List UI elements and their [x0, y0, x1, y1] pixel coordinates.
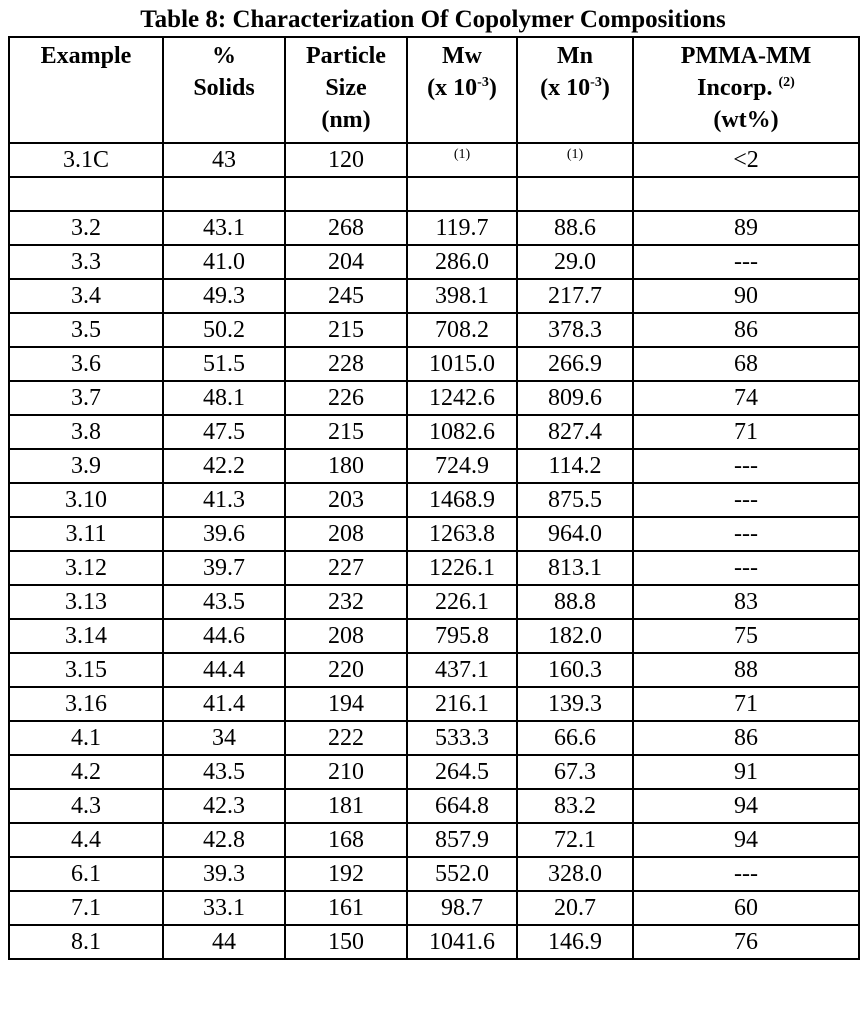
cell-example: 3.11 [9, 517, 163, 551]
table-row [9, 143, 859, 177]
cell-mn: 875.5 [517, 483, 633, 517]
table-row [9, 313, 859, 347]
cell-pmma-mm-incorp: 76 [633, 925, 859, 959]
cell-mn: 88.8 [517, 585, 633, 619]
cell-mw: 286.0 [407, 245, 517, 279]
cell-example: 3.7 [9, 381, 163, 415]
cell-mw: 1015.0 [407, 347, 517, 381]
cell-example: 3.5 [9, 313, 163, 347]
cell-pmma-mm-incorp [633, 177, 859, 211]
cell-particle-size: 210 [285, 755, 407, 789]
cell-particle-size: 215 [285, 313, 407, 347]
cell-example: 3.9 [9, 449, 163, 483]
cell-mn: 67.3 [517, 755, 633, 789]
table-row [9, 211, 859, 245]
cell-solids: 41.0 [163, 245, 285, 279]
cell-mn: 83.2 [517, 789, 633, 823]
table-row [9, 585, 859, 619]
table-row [9, 857, 859, 891]
cell-mw: 1226.1 [407, 551, 517, 585]
footnote-marker: (1) [566, 147, 584, 162]
cell-solids: 41.3 [163, 483, 285, 517]
cell-particle-size: 208 [285, 517, 407, 551]
cell-mw: 857.9 [407, 823, 517, 857]
cell-solids: 33.1 [163, 891, 285, 925]
cell-example: 3.13 [9, 585, 163, 619]
cell-pmma-mm-incorp: 83 [633, 585, 859, 619]
cell-particle-size: 232 [285, 585, 407, 619]
cell-pmma-mm-incorp: --- [633, 517, 859, 551]
table-row [9, 755, 859, 789]
cell-mn: 88.6 [517, 211, 633, 245]
cell-mw: 264.5 [407, 755, 517, 789]
cell-example: 4.4 [9, 823, 163, 857]
cell-pmma-mm-incorp: 74 [633, 381, 859, 415]
cell-solids: 50.2 [163, 313, 285, 347]
cell-example [9, 177, 163, 211]
cell-mn: 378.3 [517, 313, 633, 347]
copolymer-table [8, 36, 860, 960]
cell-mw [407, 177, 517, 211]
cell-pmma-mm-incorp: 86 [633, 721, 859, 755]
cell-particle-size: 168 [285, 823, 407, 857]
cell-mw: 398.1 [407, 279, 517, 313]
cell-mn: 217.7 [517, 279, 633, 313]
cell-mn: 266.9 [517, 347, 633, 381]
cell-pmma-mm-incorp: 60 [633, 891, 859, 925]
cell-solids: 42.3 [163, 789, 285, 823]
cell-mw: 98.7 [407, 891, 517, 925]
table-row [9, 789, 859, 823]
table-row [9, 687, 859, 721]
table-row [9, 245, 859, 279]
cell-particle-size: 245 [285, 279, 407, 313]
cell-solids: 47.5 [163, 415, 285, 449]
cell-particle-size: 208 [285, 619, 407, 653]
cell-mn: 72.1 [517, 823, 633, 857]
table-row [9, 177, 859, 211]
header-mw: Mw (x $10^{-3}$) [407, 37, 517, 143]
table-row [9, 279, 859, 313]
header-solids: % Solids [163, 37, 285, 143]
cell-example: 4.3 [9, 789, 163, 823]
cell-pmma-mm-incorp: --- [633, 551, 859, 585]
cell-mw: 664.8 [407, 789, 517, 823]
cell-mw: 1082.6 [407, 415, 517, 449]
cell-mw: 216.1 [407, 687, 517, 721]
cell-example: 8.1 [9, 925, 163, 959]
cell-particle-size: 227 [285, 551, 407, 585]
header-pmma-mm-incorp: PMMA-MM Incorp. $^{(2)}$ (wt%) [633, 37, 859, 143]
table-row [9, 891, 859, 925]
cell-solids: 39.6 [163, 517, 285, 551]
cell-mn: 20.7 [517, 891, 633, 925]
cell-mw: 1242.6 [407, 381, 517, 415]
cell-solids: 48.1 [163, 381, 285, 415]
cell-solids: 39.7 [163, 551, 285, 585]
cell-mn: 139.3 [517, 687, 633, 721]
header-example: Example [9, 37, 163, 143]
table-body [9, 143, 859, 959]
cell-mw: 1263.8 [407, 517, 517, 551]
cell-solids: 34 [163, 721, 285, 755]
cell-particle-size: 120 [285, 143, 407, 177]
cell-mw: 552.0 [407, 857, 517, 891]
cell-pmma-mm-incorp: 94 [633, 789, 859, 823]
cell-example: 3.12 [9, 551, 163, 585]
cell-solids: 44.6 [163, 619, 285, 653]
cell-pmma-mm-incorp: 71 [633, 687, 859, 721]
table-row [9, 653, 859, 687]
table-row [9, 823, 859, 857]
cell-solids: 43.5 [163, 585, 285, 619]
table-row [9, 449, 859, 483]
cell-pmma-mm-incorp: --- [633, 483, 859, 517]
cell-pmma-mm-incorp: --- [633, 857, 859, 891]
cell-mn: 813.1 [517, 551, 633, 585]
cell-solids: 43.1 [163, 211, 285, 245]
cell-mw: 708.2 [407, 313, 517, 347]
cell-pmma-mm-incorp: 91 [633, 755, 859, 789]
cell-mw: 795.8 [407, 619, 517, 653]
cell-mw: 1041.6 [407, 925, 517, 959]
cell-example: 3.14 [9, 619, 163, 653]
table-header [9, 37, 859, 143]
cell-mn: 964.0 [517, 517, 633, 551]
cell-pmma-mm-incorp: 94 [633, 823, 859, 857]
table-row [9, 551, 859, 585]
cell-solids: 44.4 [163, 653, 285, 687]
cell-mw [407, 143, 517, 177]
cell-pmma-mm-incorp: <2 [633, 143, 859, 177]
cell-solids: 39.3 [163, 857, 285, 891]
cell-mn: 328.0 [517, 857, 633, 891]
cell-pmma-mm-incorp: 88 [633, 653, 859, 687]
cell-solids: 42.2 [163, 449, 285, 483]
cell-particle-size: 226 [285, 381, 407, 415]
cell-example: 3.4 [9, 279, 163, 313]
cell-example: 3.16 [9, 687, 163, 721]
cell-solids: 43 [163, 143, 285, 177]
cell-mn: 809.6 [517, 381, 633, 415]
cell-particle-size: 220 [285, 653, 407, 687]
cell-example: 3.8 [9, 415, 163, 449]
cell-mn: 146.9 [517, 925, 633, 959]
cell-example: 3.15 [9, 653, 163, 687]
cell-pmma-mm-incorp: --- [633, 449, 859, 483]
cell-solids: 43.5 [163, 755, 285, 789]
cell-particle-size: 194 [285, 687, 407, 721]
cell-mw: 724.9 [407, 449, 517, 483]
cell-particle-size: 228 [285, 347, 407, 381]
cell-example: 3.10 [9, 483, 163, 517]
table-row [9, 721, 859, 755]
cell-mn: 114.2 [517, 449, 633, 483]
header-row [9, 37, 859, 143]
cell-mn: 182.0 [517, 619, 633, 653]
cell-solids: 49.3 [163, 279, 285, 313]
header-mn: Mn (x $10^{-3}$) [517, 37, 633, 143]
table-row [9, 381, 859, 415]
cell-pmma-mm-incorp: 71 [633, 415, 859, 449]
cell-mw: 226.1 [407, 585, 517, 619]
cell-example: 6.1 [9, 857, 163, 891]
table-row [9, 347, 859, 381]
cell-mw: 1468.9 [407, 483, 517, 517]
cell-particle-size: 203 [285, 483, 407, 517]
cell-pmma-mm-incorp: 89 [633, 211, 859, 245]
table-row [9, 483, 859, 517]
cell-particle-size: 204 [285, 245, 407, 279]
table-title: Table 8: Characterization Of Copolymer Compositions [140, 6, 726, 33]
cell-mw: 533.3 [407, 721, 517, 755]
table-row [9, 619, 859, 653]
cell-particle-size: 215 [285, 415, 407, 449]
cell-mn: 827.4 [517, 415, 633, 449]
table-row [9, 925, 859, 959]
cell-pmma-mm-incorp: 90 [633, 279, 859, 313]
header-particle-size: Particle Size (nm) [285, 37, 407, 143]
cell-example: 3.3 [9, 245, 163, 279]
footnote-marker: (1) [453, 147, 471, 162]
cell-example: 3.1C [9, 143, 163, 177]
cell-mn: 29.0 [517, 245, 633, 279]
cell-pmma-mm-incorp: 75 [633, 619, 859, 653]
cell-example: 4.1 [9, 721, 163, 755]
cell-solids: 42.8 [163, 823, 285, 857]
cell-mw: 119.7 [407, 211, 517, 245]
cell-pmma-mm-incorp: --- [633, 245, 859, 279]
cell-particle-size [285, 177, 407, 211]
cell-solids: 51.5 [163, 347, 285, 381]
cell-example: 4.2 [9, 755, 163, 789]
cell-particle-size: 268 [285, 211, 407, 245]
cell-solids: 44 [163, 925, 285, 959]
cell-particle-size: 180 [285, 449, 407, 483]
cell-pmma-mm-incorp: 68 [633, 347, 859, 381]
cell-mn [517, 177, 633, 211]
cell-particle-size: 222 [285, 721, 407, 755]
cell-mn [517, 143, 633, 177]
cell-solids: 41.4 [163, 687, 285, 721]
cell-mn: 160.3 [517, 653, 633, 687]
cell-particle-size: 161 [285, 891, 407, 925]
cell-particle-size: 181 [285, 789, 407, 823]
table-row [9, 517, 859, 551]
cell-pmma-mm-incorp: 86 [633, 313, 859, 347]
cell-particle-size: 150 [285, 925, 407, 959]
cell-example: 7.1 [9, 891, 163, 925]
cell-particle-size: 192 [285, 857, 407, 891]
table-row [9, 415, 859, 449]
cell-mw: 437.1 [407, 653, 517, 687]
cell-mn: 66.6 [517, 721, 633, 755]
cell-example: 3.2 [9, 211, 163, 245]
cell-solids [163, 177, 285, 211]
cell-example: 3.6 [9, 347, 163, 381]
